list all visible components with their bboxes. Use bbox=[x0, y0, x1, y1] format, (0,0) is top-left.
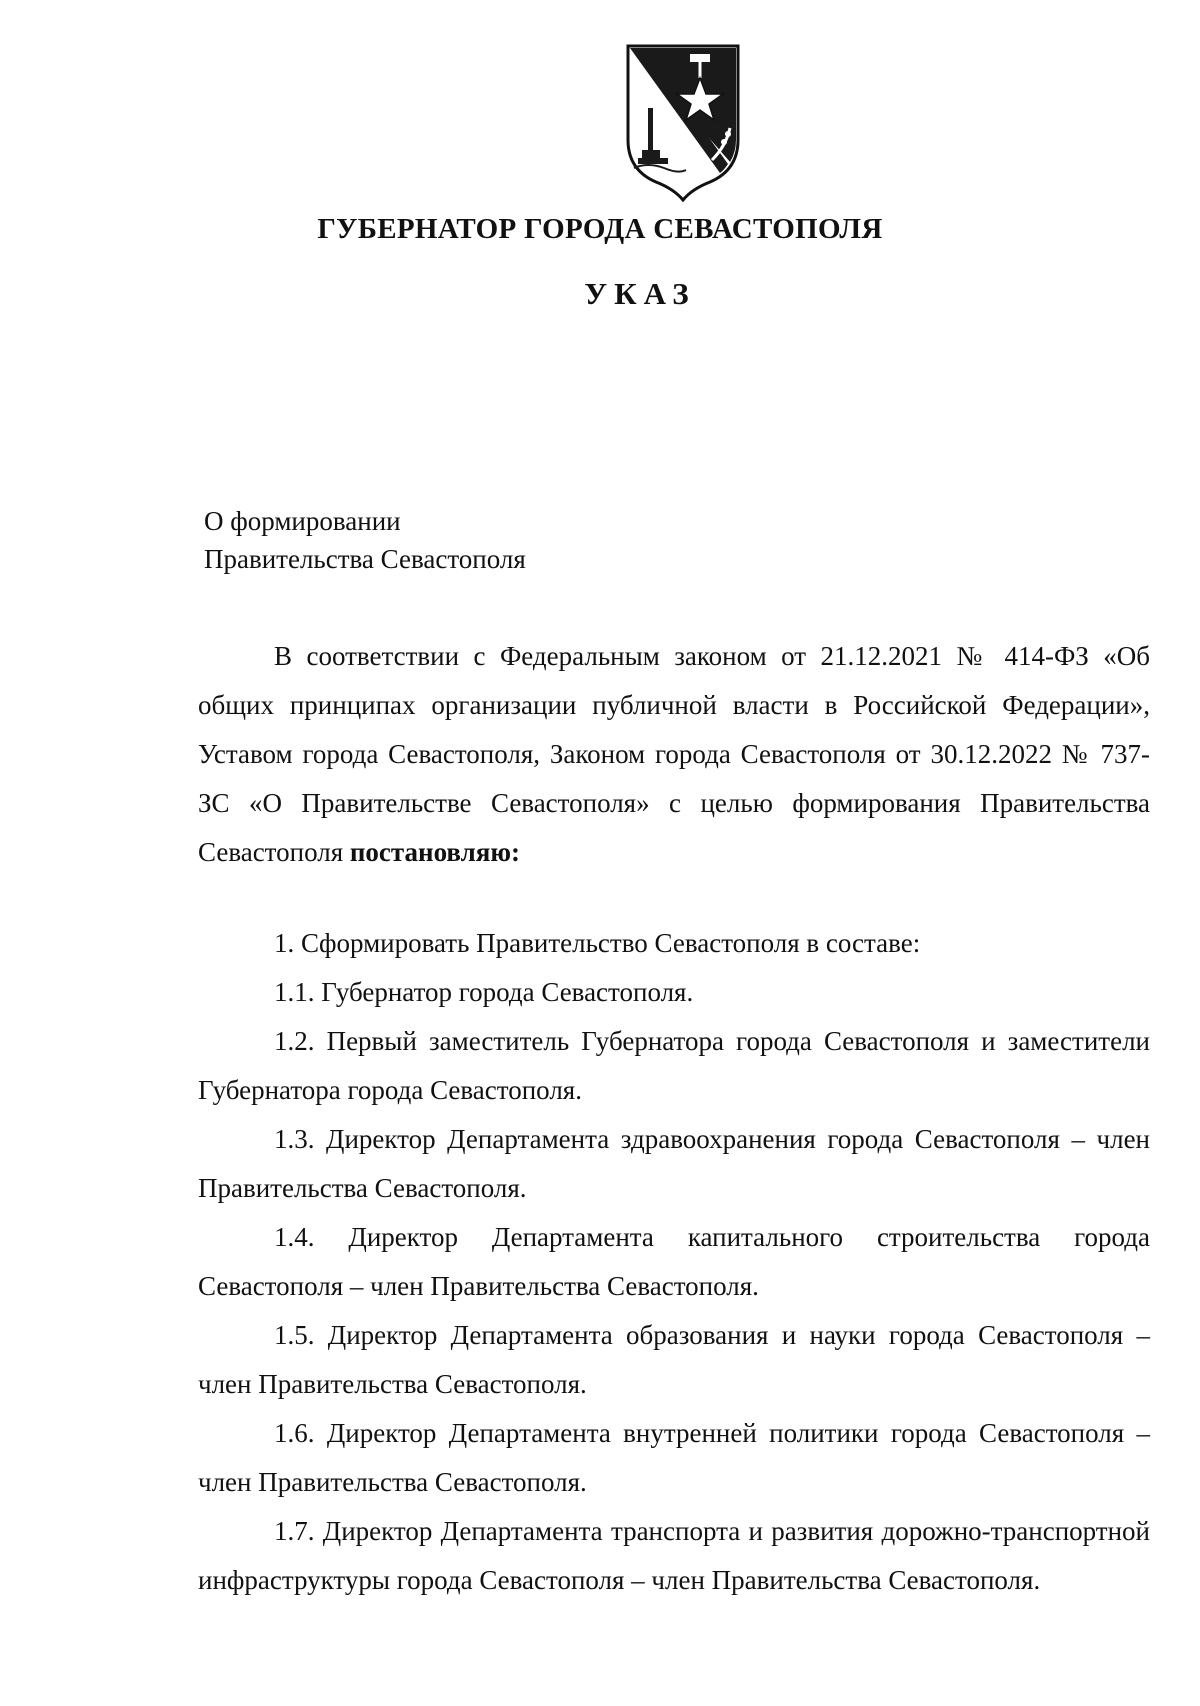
document-body bbox=[198, 632, 1150, 1605]
coat-of-arms-icon bbox=[624, 42, 742, 202]
decree-item: 1.2. Первый заместитель Губернатора города Севастополя и заместители Губернатора города Севастополя. bbox=[198, 1026, 1150, 1105]
document-type: УКАЗ bbox=[584, 276, 696, 311]
subject-line-2: Правительства Севастополя bbox=[204, 544, 526, 574]
decree-item: 1.7. Директор Департамента транспорта и развития дорожно-транспортной инфраструктуры города Севастополя – член Правительства Севастополя. bbox=[198, 1516, 1150, 1595]
decree-item: 1.3. Директор Департамента здравоохранения города Севастополя – член Правительства Севастополя. bbox=[198, 1124, 1150, 1203]
preamble-text: В соответствии с Федеральным законом от 21.12.2021 № 414-ФЗ «Об общих принципах организации публичной власти в Российской Федерации», Уставом города Севастополя, Законом города Севастополя от 30.12.2022 № 737-ЗС «О Правительстве Севастополя» с целью формирования Правительства Севастополя bbox=[198, 641, 1150, 867]
document-subject bbox=[204, 502, 526, 578]
subject-line-1: О формировании bbox=[204, 506, 401, 536]
decree-items bbox=[198, 919, 1150, 1605]
decree-item: 1.5. Директор Департамента образования и науки города Севастополя – член Правительства Севастополя. bbox=[198, 1320, 1150, 1399]
decree-word: постановляю: bbox=[349, 837, 520, 867]
decree-item: 1.6. Директор Департамента внутренней политики города Севастополя – член Правительства Севастополя. bbox=[198, 1418, 1150, 1497]
preamble-paragraph bbox=[198, 632, 1150, 877]
decree-item: 1. Сформировать Правительство Севастополя в составе: bbox=[274, 928, 921, 958]
decree-item: 1.4. Директор Департамента капитального строительства города Севастополя – член Правительства Севастополя. bbox=[198, 1222, 1150, 1301]
issuer-title: ГУБЕРНАТОР ГОРОДА СЕВАСТОПОЛЯ bbox=[317, 213, 883, 245]
decree-item: 1.1. Губернатор города Севастополя. bbox=[274, 977, 694, 1007]
